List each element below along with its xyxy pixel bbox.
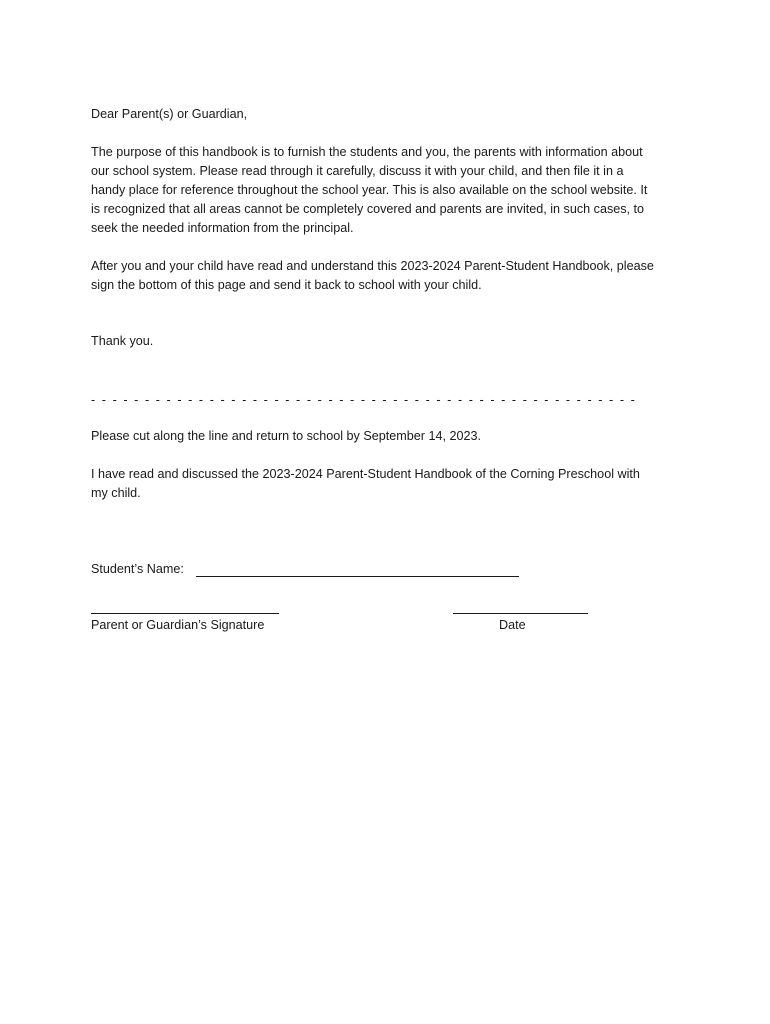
- date-line[interactable]: [453, 613, 588, 614]
- paragraph-line: my child.: [91, 486, 141, 500]
- paragraph-line: seek the needed information from the principal.: [91, 221, 354, 235]
- purpose-paragraph: [91, 143, 731, 238]
- paragraph-line: our school system. Please read through it carefully, discuss it with your child, and then file it in a: [91, 164, 624, 178]
- signature-line[interactable]: [91, 613, 279, 614]
- cut-here-dashed-line: - - - - - - - - - - - - - - - - - - - - - - - - - - - - - - - - - - - - - - - - - - - - - - - - - - -: [91, 393, 637, 407]
- return-instruction: Please cut along the line and return to school by September 14, 2023.: [91, 429, 481, 443]
- salutation: Dear Parent(s) or Guardian,: [91, 107, 248, 121]
- instructions-paragraph: [91, 257, 731, 295]
- date-label: Date: [499, 618, 526, 632]
- paragraph-line: I have read and discussed the 2023-2024 Parent-Student Handbook of the Corning Preschool with: [91, 467, 640, 481]
- paragraph-line: is recognized that all areas cannot be completely covered and parents are invited, in such cases, to: [91, 202, 645, 216]
- student-name-line[interactable]: [196, 576, 519, 577]
- student-name-label: Student’s Name:: [91, 562, 184, 576]
- paragraph-line: The purpose of this handbook is to furnish the students and you, the parents with information about: [91, 145, 643, 159]
- closing: Thank you.: [91, 334, 154, 348]
- acknowledgement-statement: [91, 465, 731, 503]
- signature-label: Parent or Guardian’s Signature: [91, 618, 265, 632]
- paragraph-line: handy place for reference throughout the school year. This is also available on the school website. It: [91, 183, 648, 197]
- paragraph-line: sign the bottom of this page and send it back to school with your child.: [91, 278, 482, 292]
- paragraph-line: After you and your child have read and understand this 2023-2024 Parent-Student Handbook, please: [91, 259, 654, 273]
